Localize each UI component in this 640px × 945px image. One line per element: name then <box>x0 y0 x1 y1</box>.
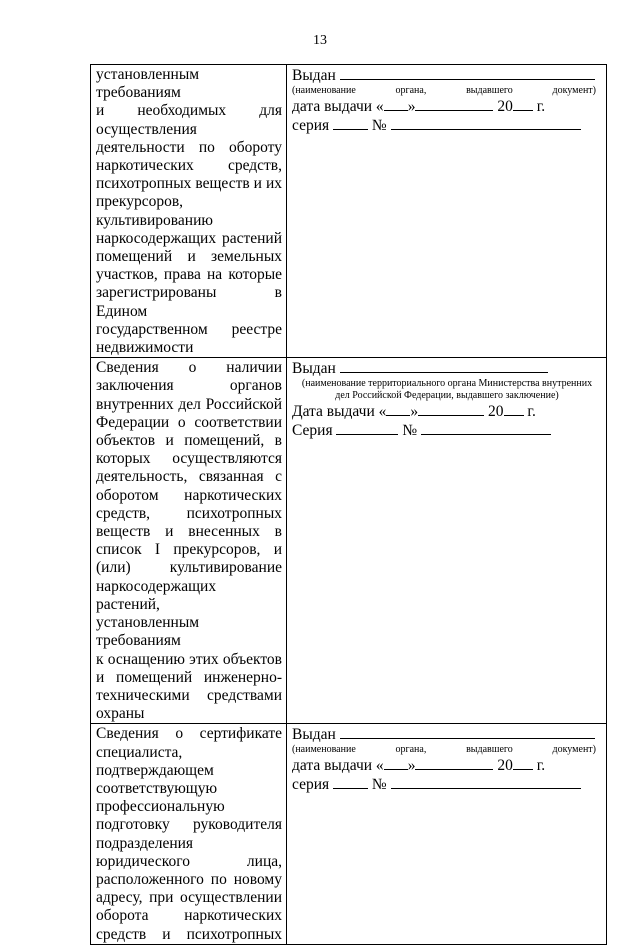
number-sign: № <box>371 117 387 134</box>
description-line: подразделения <box>96 834 194 852</box>
description-line: заключения органов <box>96 377 282 395</box>
description-line: деятельность, связанная с <box>96 468 282 486</box>
date-label: дата выдачи « <box>292 98 384 115</box>
description-line: государственном реестре <box>96 320 282 338</box>
year-prefix: 20 <box>488 403 504 421</box>
description-line: недвижимости <box>96 339 194 357</box>
description-line: культивированию <box>96 211 213 229</box>
table-row <box>91 724 607 944</box>
date-label: Дата выдачи « <box>292 403 387 421</box>
description-line: список I прекурсоров, и <box>96 541 282 559</box>
series-field[interactable] <box>333 116 368 130</box>
number-field[interactable] <box>391 775 581 789</box>
issued-by-caption: (наименование органа, выдавшего документ) <box>292 85 596 96</box>
description-line: наркосодержащих растений, <box>96 577 217 613</box>
date-quote-close: » <box>407 757 416 775</box>
issue-date-line <box>292 97 602 116</box>
description-line: которых осуществляются <box>96 450 282 468</box>
issued-by-caption: (наименование территориального органа Министерства внутренних дел Российской Федерации, выдавшего заключение) <box>301 378 593 402</box>
year-field[interactable] <box>504 402 524 416</box>
series-label: серия <box>292 117 330 134</box>
issued-label: Выдан <box>292 67 336 84</box>
registration-table <box>90 64 607 945</box>
description-line: подтверждающем <box>96 761 214 779</box>
number-field[interactable] <box>421 421 551 435</box>
description-line: наркотических средств, <box>96 157 282 175</box>
description-line: техническими средствами <box>96 686 282 704</box>
date-label: дата выдачи « <box>292 757 384 775</box>
description-line: веществ и внесенных в <box>96 523 282 541</box>
row-fill-in <box>287 65 607 358</box>
row-fill-in <box>287 358 607 724</box>
issued-label: Выдан <box>292 360 336 378</box>
month-field[interactable] <box>418 402 484 416</box>
description-line: подготовку руководителя <box>96 816 282 834</box>
description-line: зарегистрированы в Едином <box>96 284 282 320</box>
issue-date-line <box>292 402 602 421</box>
description-line: оборота наркотических <box>96 907 282 925</box>
issued-line <box>292 66 602 85</box>
description-line: соответствующую <box>96 779 218 797</box>
day-field[interactable] <box>384 97 408 111</box>
table-row <box>91 65 607 358</box>
year-prefix: 20 <box>497 757 513 775</box>
year-field[interactable] <box>513 97 533 111</box>
row-fill-in <box>287 724 607 944</box>
year-suffix: г. <box>536 757 546 775</box>
number-field[interactable] <box>391 116 581 130</box>
row-description <box>91 358 287 724</box>
issue-date-line <box>292 756 602 775</box>
issued-line <box>292 725 602 744</box>
number-sign: № <box>371 776 387 794</box>
description-line: прекурсоров, <box>96 193 184 211</box>
month-field[interactable] <box>415 97 493 111</box>
series-field[interactable] <box>336 421 398 435</box>
description-line: профессиональную <box>96 798 225 816</box>
description-line: Сведения о наличии <box>96 359 282 377</box>
description-line: внутренних дел Российской <box>96 395 282 413</box>
description-line: средств и психотропных <box>96 925 282 943</box>
issued-by-field[interactable] <box>340 725 595 739</box>
description-line: наркосодержащих растений <box>96 229 282 247</box>
date-quote-close: » <box>407 98 416 115</box>
series-line <box>292 116 602 135</box>
issued-line <box>292 359 602 378</box>
number-sign: № <box>402 422 418 440</box>
row-description <box>91 724 287 944</box>
year-suffix: г. <box>527 403 536 421</box>
description-line: к оснащению этих объектов <box>96 650 282 668</box>
page-number: 13 <box>313 33 327 48</box>
row-description <box>91 65 287 358</box>
day-field[interactable] <box>384 756 408 770</box>
description-line: и помещений инженерно- <box>96 668 282 686</box>
description-line: деятельности по обороту <box>96 138 282 156</box>
description-line: средств, психотропных <box>96 504 282 522</box>
day-field[interactable] <box>386 402 410 416</box>
description-line: и необходимых для <box>96 102 282 120</box>
description-line: помещений и земельных <box>96 248 282 266</box>
description-line: объектов и помещений, в <box>96 432 282 450</box>
date-quote-close: » <box>410 403 419 421</box>
table-row <box>91 358 607 724</box>
issued-label: Выдан <box>292 726 336 744</box>
year-field[interactable] <box>513 756 533 770</box>
description-line: психотропных веществ и их <box>96 175 282 193</box>
description-line: установленным требованиям <box>96 66 200 102</box>
series-label: серия <box>292 776 330 794</box>
description-line: юридического лица, <box>96 852 282 870</box>
description-line: специалиста, <box>96 743 183 761</box>
description-line: адресу, при осуществлении <box>96 889 282 907</box>
issued-by-field[interactable] <box>340 66 595 80</box>
month-field[interactable] <box>415 756 493 770</box>
description-line: оборотом наркотических <box>96 486 282 504</box>
year-prefix: 20 <box>497 98 513 115</box>
series-field[interactable] <box>333 775 368 789</box>
series-line <box>292 775 602 794</box>
issued-by-field[interactable] <box>340 359 548 373</box>
issued-by-caption: (наименование органа, выдавшего документ) <box>292 744 596 756</box>
description-line: участков, права на которые <box>96 266 282 284</box>
description-line: Федерации о соответствии <box>96 413 282 431</box>
description-line: осуществления <box>96 120 197 138</box>
description-line: (или) культивирование <box>96 559 282 577</box>
description-line: расположенного по новому <box>96 870 282 888</box>
description-line: охраны <box>96 705 145 723</box>
description-line: Сведения о сертификате <box>96 725 282 743</box>
description-line: установленным требованиям <box>96 614 200 650</box>
year-suffix: г. <box>536 98 546 115</box>
series-line <box>292 421 602 440</box>
series-label: Серия <box>292 422 333 440</box>
